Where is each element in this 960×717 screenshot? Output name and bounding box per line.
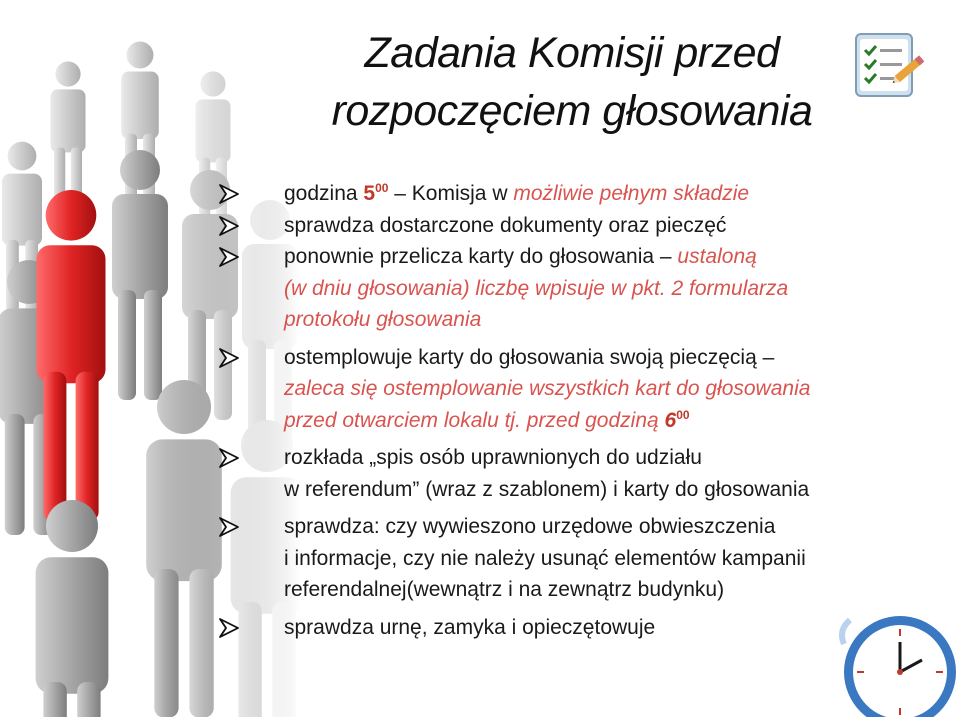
bullet-list <box>216 178 936 643</box>
bullet-text: 00 <box>676 407 690 422</box>
arrowhead-bullet-icon <box>216 245 242 269</box>
bullet-line <box>284 304 936 336</box>
bullet-text: 00 <box>375 181 389 195</box>
arrowhead-bullet-icon <box>216 446 242 470</box>
bullet-text: 2 formularza <box>671 276 789 300</box>
clock-icon <box>820 590 960 717</box>
bullet-text: ostemplowuje karty do głosowania swoją pieczęcią – <box>284 345 775 369</box>
bullet-item <box>216 241 936 336</box>
bullet-text: przed otwarciem lokalu tj. przed godziną <box>284 408 665 432</box>
title-line-2: rozpoczęciem głosowania <box>331 87 813 135</box>
arrowhead-bullet-icon <box>216 346 242 370</box>
bullet-line <box>284 210 936 242</box>
arrowhead-bullet-icon <box>216 616 242 640</box>
bullet-line <box>284 178 936 210</box>
bullet-item <box>216 210 936 242</box>
bullet-text: i informacje, czy nie należy usunąć elementów kampanii <box>284 546 806 570</box>
bullet-text: godzina <box>284 182 364 205</box>
bullet-line <box>284 373 936 405</box>
bullet-text: (w dniu głosowania) liczbę wpisuje w pkt. <box>284 276 672 300</box>
bullet-text: możliwie pełnym składzie <box>513 182 750 205</box>
bullet-text: w referendum” (wraz z szablonem) i karty do głosowania <box>284 477 810 501</box>
bullet-line <box>284 342 936 374</box>
checklist-pencil-icon <box>850 30 930 102</box>
bullet-text: sprawdza: czy wywieszono urzędowe obwieszczenia <box>284 515 776 538</box>
bullet-line <box>284 273 936 305</box>
bullet-text: ponownie przelicza karty do głosowania – <box>284 245 678 268</box>
bullet-text: 5 <box>363 182 376 205</box>
bullet-text: referendalnej(wewnątrz i na zewnątrz budynku) <box>284 578 725 601</box>
bullet-item <box>216 178 936 210</box>
bullet-line <box>284 442 936 474</box>
bullet-text: ustaloną <box>677 245 757 268</box>
bullet-line <box>284 405 936 437</box>
bullet-text: rozkłada „spis osób uprawnionych do udziału <box>284 446 702 469</box>
bullet-text: – Komisja w <box>388 182 514 205</box>
bullet-line <box>284 543 936 575</box>
bullet-item <box>216 442 936 505</box>
bullet-line <box>284 241 936 273</box>
arrowhead-bullet-icon <box>216 214 242 238</box>
bullet-text: protokołu głosowania <box>284 308 482 331</box>
arrowhead-bullet-icon <box>216 515 242 539</box>
bullet-text: sprawdza urnę, zamyka i opieczętowuje <box>284 615 656 639</box>
arrowhead-bullet-icon <box>216 182 242 206</box>
bullet-text: zaleca się ostemplowanie wszystkich kart do głosowania <box>284 377 811 400</box>
bullet-line <box>284 511 936 543</box>
bullet-text: 6 <box>664 408 677 432</box>
bullet-item <box>216 342 936 437</box>
page-title <box>282 24 862 140</box>
bullet-text: sprawdza dostarczone dokumenty oraz pieczęć <box>284 213 727 237</box>
title-line-1: Zadania Komisji przed <box>364 29 780 77</box>
bullet-line <box>284 474 936 506</box>
